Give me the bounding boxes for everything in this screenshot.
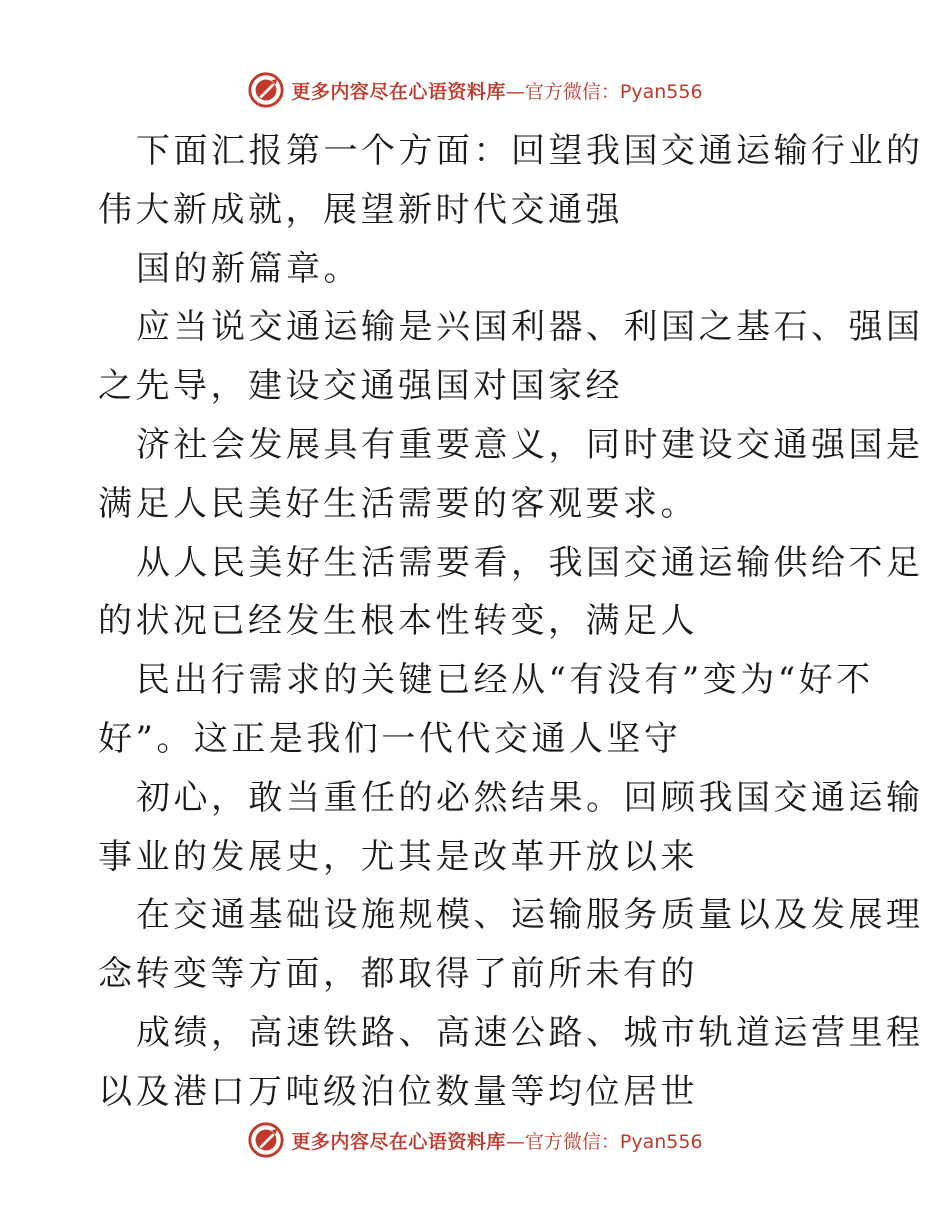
text-line: 的状况已经发生根本性转变，满足人 [98,601,698,642]
text-line: 事业的发展史，尤其是改革开放以来 [98,836,698,877]
quill-seal-icon [247,71,285,109]
text-line: 满足人民美好生活需要的客观要求。 [98,483,698,524]
text-line: 以及港口万吨级泊位数量等均位居世 [98,1071,698,1112]
text-line: 在交通基础设施规模、运输服务质量以及发展理 [136,895,924,936]
footer-banner [0,1118,950,1162]
text-line: 民出行需求的关键已经从“有没有”变为“好不 [136,660,874,701]
text-line: 好”。这正是我们一代代交通人坚守 [98,718,682,759]
banner-site-text: 更多内容尽在心语资料库 [291,80,506,103]
text-line: 初心，敢当重任的必然结果。回顾我国交通运输 [136,777,924,818]
body-text [98,122,924,1122]
text-line: 济社会发展具有重要意义，同时建设交通强国是 [136,424,924,465]
text-line: 之先导，建设交通强国对国家经 [98,366,623,407]
header-banner [0,68,950,112]
text-line: 下面汇报第一个方面：回望我国交通运输行业的 [136,131,924,171]
text-line: 成绩，高速铁路、高速公路、城市轨道运营里程 [136,1012,924,1053]
text-line: 念转变等方面，都取得了前所未有的 [98,954,698,995]
text-line: 应当说交通运输是兴国利器、利国之基石、强国 [136,307,924,348]
banner-site-text: 更多内容尽在心语资料库 [291,1130,506,1153]
quill-seal-icon [247,1121,285,1159]
banner-contact-text: —官方微信：Pyan556 [505,1130,703,1153]
text-line: 伟大新成就，展望新时代交通强 [98,189,623,230]
text-line: 国的新篇章。 [136,248,361,289]
banner-contact-text: —官方微信：Pyan556 [505,80,703,103]
text-line: 从人民美好生活需要看，我国交通运输供给不足 [136,542,924,583]
